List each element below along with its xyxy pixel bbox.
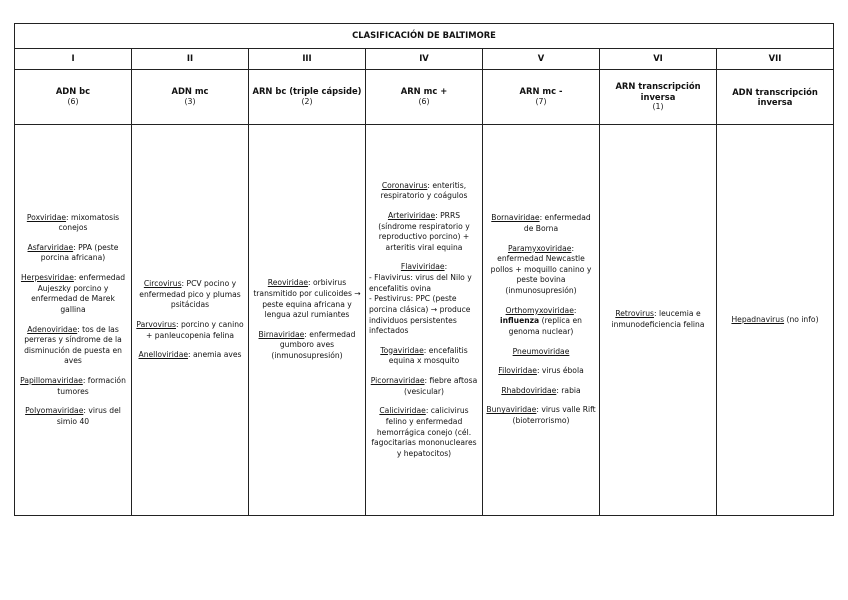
family-name: Papillomaviridae <box>20 376 83 385</box>
families-cell-group-1 <box>15 125 132 516</box>
group-count: (1) <box>652 102 664 112</box>
group-type-cell <box>15 70 132 125</box>
family-description: : anemia aves <box>188 350 242 360</box>
family-entry <box>18 273 128 316</box>
group-number: VII <box>717 49 834 70</box>
family-entry <box>720 315 830 326</box>
group-count: (6) <box>418 96 430 106</box>
family-name: Paramyxoviridae <box>507 243 572 253</box>
family-entry <box>135 320 245 341</box>
group-type-cell <box>483 70 600 125</box>
family-name: Bornaviridae <box>491 213 540 223</box>
family-entry <box>18 406 128 427</box>
families-cell-group-5 <box>483 125 600 516</box>
family-entry <box>252 278 362 321</box>
family-name: Rhabdoviridae <box>501 385 557 395</box>
family-entry <box>369 262 479 336</box>
family-entry <box>135 350 245 361</box>
family-name: Filoviridae <box>498 366 537 376</box>
family-description: : calicivirus felino y enfermedad hemorrágica conejo (cél. fagocitarias mononucleares y hepatocitos) <box>371 406 477 458</box>
family-name: Reoviridae <box>267 278 309 288</box>
families-cell-group-4 <box>366 125 483 516</box>
group-type: ADN transcripción inversa <box>732 86 818 107</box>
family-name: Circovirus <box>143 279 182 289</box>
family-description: : leucemia e inmunodeficiencia felina <box>611 309 705 329</box>
family-highlight: influenza <box>500 316 540 326</box>
family-entry <box>486 347 596 358</box>
group-type: ADN bc <box>55 86 91 97</box>
family-description: : enfermedad Aujeszky porcino y enfermedad de Marek gallina <box>31 273 126 314</box>
family-description: : enfermedad gumboro aves (inmunosupresión) <box>271 329 356 361</box>
family-description: : mixomatosis conejos <box>58 212 120 233</box>
family-entry <box>135 279 245 311</box>
family-entry <box>369 376 479 397</box>
family-entry <box>18 325 128 368</box>
family-description: : enteritis, respiratorio y coágulos <box>380 180 468 201</box>
family-description: : PCV pocino y enfermedad pico y plumas psitácidas <box>139 279 241 310</box>
family-name: Flaviviridae <box>400 262 445 272</box>
families-cell-group-3 <box>249 125 366 516</box>
family-name: Adenoviridae <box>27 324 78 334</box>
family-description: (no info) <box>784 314 819 324</box>
family-entry <box>18 243 128 264</box>
group-number: VI <box>600 49 717 70</box>
group-count: (2) <box>301 96 313 106</box>
family-description: : PRRS (síndrome respiratorio y reproductivo porcino) + arteritis viral equina <box>378 210 470 252</box>
group-type-cell <box>717 70 834 125</box>
family-name: Pneumoviridae <box>512 346 570 356</box>
family-description: : tos de las perreras y síndrome de la disminución de puesta en aves <box>24 324 122 366</box>
family-description: : rabia <box>556 385 581 395</box>
family-entry <box>486 306 596 338</box>
families-cell-group-2 <box>132 125 249 516</box>
family-description: : fiebre aftosa (vesicular) <box>403 376 478 396</box>
group-type-cell <box>249 70 366 125</box>
families-cell-group-6 <box>600 125 717 516</box>
baltimore-table <box>14 23 834 516</box>
family-name: Coronavirus <box>381 180 428 190</box>
group-type-cell <box>132 70 249 125</box>
family-entry <box>486 366 596 377</box>
family-description: : encefalitis equina x mosquito <box>388 345 468 366</box>
group-type: ARN transcripción inversa <box>615 81 701 102</box>
family-name: Parvovirus <box>136 320 176 329</box>
family-description: : orbivirus transmitido por culicoides → peste equina africana y lengua azul rumiantes <box>253 278 361 320</box>
family-name: Togaviridae <box>380 345 424 355</box>
family-entry <box>486 244 596 297</box>
family-name: Bunyaviridae <box>486 405 537 415</box>
group-count: (3) <box>184 96 196 106</box>
flavivirus-note: - Flavivirus: virus del Nilo y encefalitis ovina <box>369 273 472 293</box>
family-description: : PPA (peste porcina africana) <box>40 242 119 263</box>
family-name: Anelloviridae <box>138 350 189 360</box>
family-entry <box>18 213 128 234</box>
group-number: IV <box>366 49 483 70</box>
group-type-cell <box>366 70 483 125</box>
family-name: Birnaviridae <box>258 329 305 339</box>
group-type-cell <box>600 70 717 125</box>
family-entry <box>18 376 128 397</box>
family-entry <box>252 330 362 362</box>
family-description: : virus valle Rift (bioterrorismo) <box>512 405 596 426</box>
family-name: Orthomyxoviridae <box>505 305 574 315</box>
family-entry <box>369 406 479 459</box>
family-entry <box>486 405 596 426</box>
family-name: Caliciviridae <box>379 406 426 416</box>
family-description-extra: (replica en genoma nuclear) <box>508 316 582 336</box>
family-description: : enfermedad de Borna <box>523 213 591 233</box>
family-name: Hepadnavirus <box>731 314 785 324</box>
group-type: ARN mc + <box>400 86 448 97</box>
group-type: ADN mc <box>171 86 209 97</box>
family-name: Retrovirus <box>615 309 654 319</box>
group-type: ARN mc - <box>519 86 563 97</box>
family-entry <box>486 213 596 234</box>
family-entry <box>603 309 713 330</box>
family-description: : enfermedad Newcastle pollos + moquillo canino y peste bovina (inmunosupresión) <box>490 243 592 296</box>
family-description: : porcino y canino + panleucopenia felina <box>146 320 244 340</box>
table-title: CLASIFICACIÓN DE BALTIMORE <box>15 24 834 49</box>
family-description: : <box>573 305 577 315</box>
group-number: V <box>483 49 600 70</box>
family-name: Asfarviridae <box>27 242 74 252</box>
family-entry <box>369 346 479 367</box>
group-count: (7) <box>535 96 547 106</box>
pestivirus-note: - Pestivirus: PPC (peste porcina clásica) → produce individuos persistentes infectados <box>369 294 471 336</box>
family-name: Herpesviridae <box>20 273 74 282</box>
family-name: Polyomaviridae <box>25 406 84 416</box>
family-description: : virus ébola <box>536 366 584 376</box>
family-description: : <box>444 262 448 272</box>
family-description: : formación tumores <box>57 376 126 396</box>
family-entry <box>369 211 479 254</box>
family-entry <box>369 181 479 202</box>
group-type: ARN bc (triple cápside) <box>252 86 362 97</box>
group-number: II <box>132 49 249 70</box>
family-description: : virus del simio 40 <box>56 406 121 426</box>
families-cell-group-7 <box>717 125 834 516</box>
group-number: III <box>249 49 366 70</box>
family-entry <box>486 386 596 397</box>
family-name: Picornaviridae <box>370 376 425 385</box>
group-number: I <box>15 49 132 70</box>
family-name: Poxviridae <box>26 212 67 222</box>
family-name: Arteriviridae <box>387 210 436 220</box>
group-count: (6) <box>67 96 79 106</box>
